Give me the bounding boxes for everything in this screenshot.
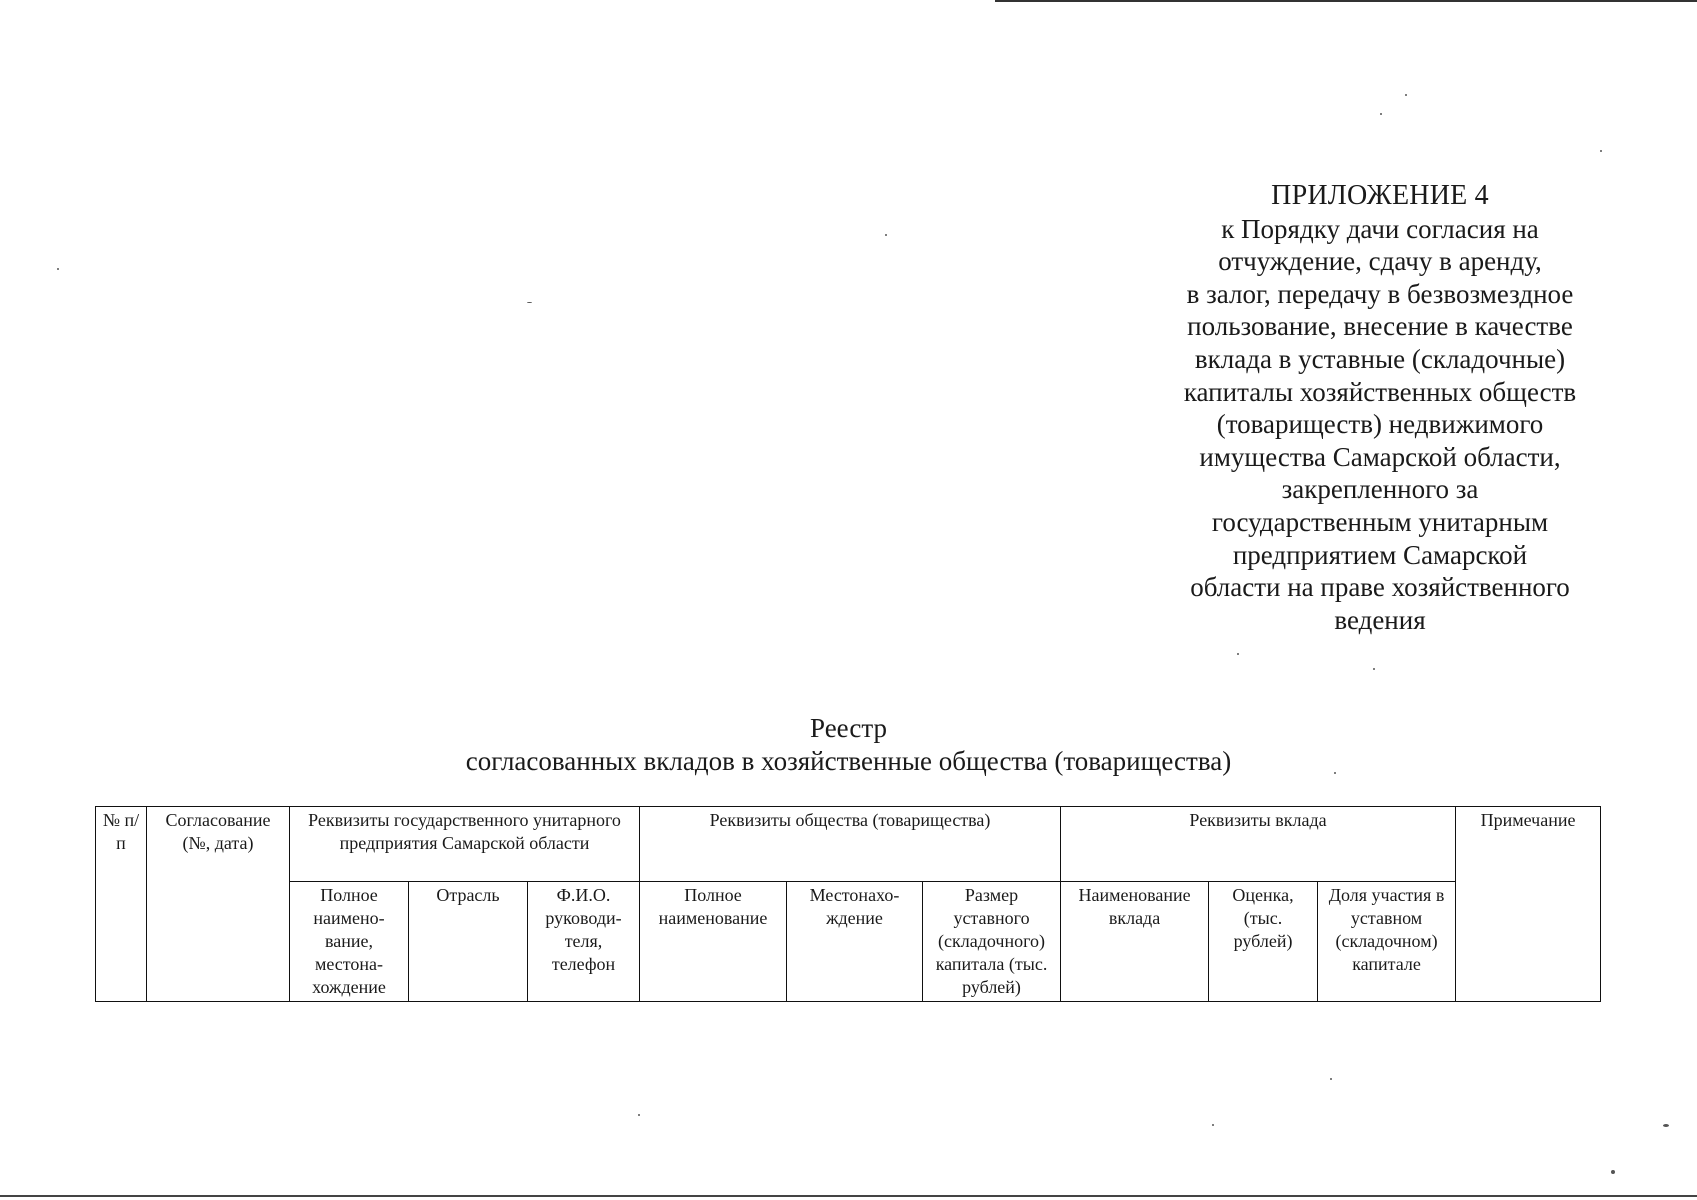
- scan-speck: [1237, 653, 1239, 655]
- scan-speck: [638, 1114, 640, 1116]
- table-subheader-row: [96, 882, 1601, 1002]
- group-contribution-header: Реквизиты вклада: [1061, 807, 1456, 882]
- col-valuation-header: Оценка, (тыс. рублей): [1209, 882, 1318, 1002]
- appendix-line: предприятием Самарской: [1232, 539, 1528, 570]
- scan-speck: [1663, 1124, 1669, 1127]
- col-company-name-header: Полное наименование: [640, 882, 787, 1002]
- appendix-line: имущества Самарской области,: [1199, 441, 1561, 472]
- appendix-line: в залог, передачу в безвозмездное: [1186, 278, 1574, 309]
- scan-speck: [1600, 150, 1602, 152]
- scan-speck: [527, 302, 532, 303]
- appendix-block: [1160, 180, 1600, 636]
- appendix-title: ПРИЛОЖЕНИЕ 4: [1271, 180, 1489, 211]
- registry-table: [95, 806, 1601, 1002]
- col-company-location-header: Местонахо-ждение: [787, 882, 923, 1002]
- col-contribution-name-header: Наименование вклада: [1061, 882, 1209, 1002]
- appendix-line: капиталы хозяйственных обществ: [1183, 376, 1577, 407]
- registry-heading: [300, 712, 1397, 778]
- appendix-line: области на праве хозяйственного: [1190, 572, 1570, 603]
- scan-speck: [1405, 94, 1407, 96]
- registry-title: Реестр: [810, 713, 887, 743]
- col-enterprise-name-header: Полное наимено-вание, местона-хождение: [290, 882, 409, 1002]
- col-capital-size-header: Размер уставного (складочного) капитала (тыс. рублей): [923, 882, 1061, 1002]
- scan-speck: [57, 268, 59, 270]
- col-director-header: Ф.И.О. руководи-теля, телефон: [528, 882, 640, 1002]
- scan-edge-top: [995, 0, 1697, 2]
- appendix-line: ведения: [1334, 604, 1426, 635]
- appendix-line: закрепленного за: [1281, 474, 1479, 505]
- appendix-line: (товариществ) недвижимого: [1216, 409, 1544, 440]
- scan-speck: [1380, 113, 1382, 115]
- col-note-header: Примечание: [1456, 807, 1601, 1002]
- scan-speck: [1212, 1124, 1214, 1126]
- registry-subtitle: согласованных вкладов в хозяйственные общества (товарищества): [465, 746, 1232, 776]
- scan-speck: [1330, 1078, 1332, 1080]
- scan-speck: [885, 234, 887, 236]
- col-approval-header: Согласование (№, дата): [147, 807, 290, 1002]
- group-company-header: Реквизиты общества (товарищества): [640, 807, 1061, 882]
- group-enterprise-header: Реквизиты государственного унитарного предприятия Самарской области: [290, 807, 640, 882]
- appendix-line: государственным унитарным: [1211, 506, 1549, 537]
- appendix-line: вклада в уставные (складочные): [1194, 343, 1566, 374]
- scan-edge-bottom: [0, 1195, 1697, 1197]
- col-industry-header: Отрасль: [409, 882, 528, 1002]
- appendix-line: пользование, внесение в качестве: [1187, 311, 1573, 342]
- scan-speck: [1611, 1170, 1615, 1174]
- table-header-row: [96, 807, 1601, 882]
- col-number-header: № п/п: [96, 807, 147, 1002]
- appendix-line: отчуждение, сдачу в аренду,: [1218, 246, 1542, 277]
- col-share-header: Доля участия в уставном (складочном) капитале: [1318, 882, 1456, 1002]
- scan-speck: [1373, 668, 1375, 670]
- appendix-line: к Порядку дачи согласия на: [1221, 213, 1539, 244]
